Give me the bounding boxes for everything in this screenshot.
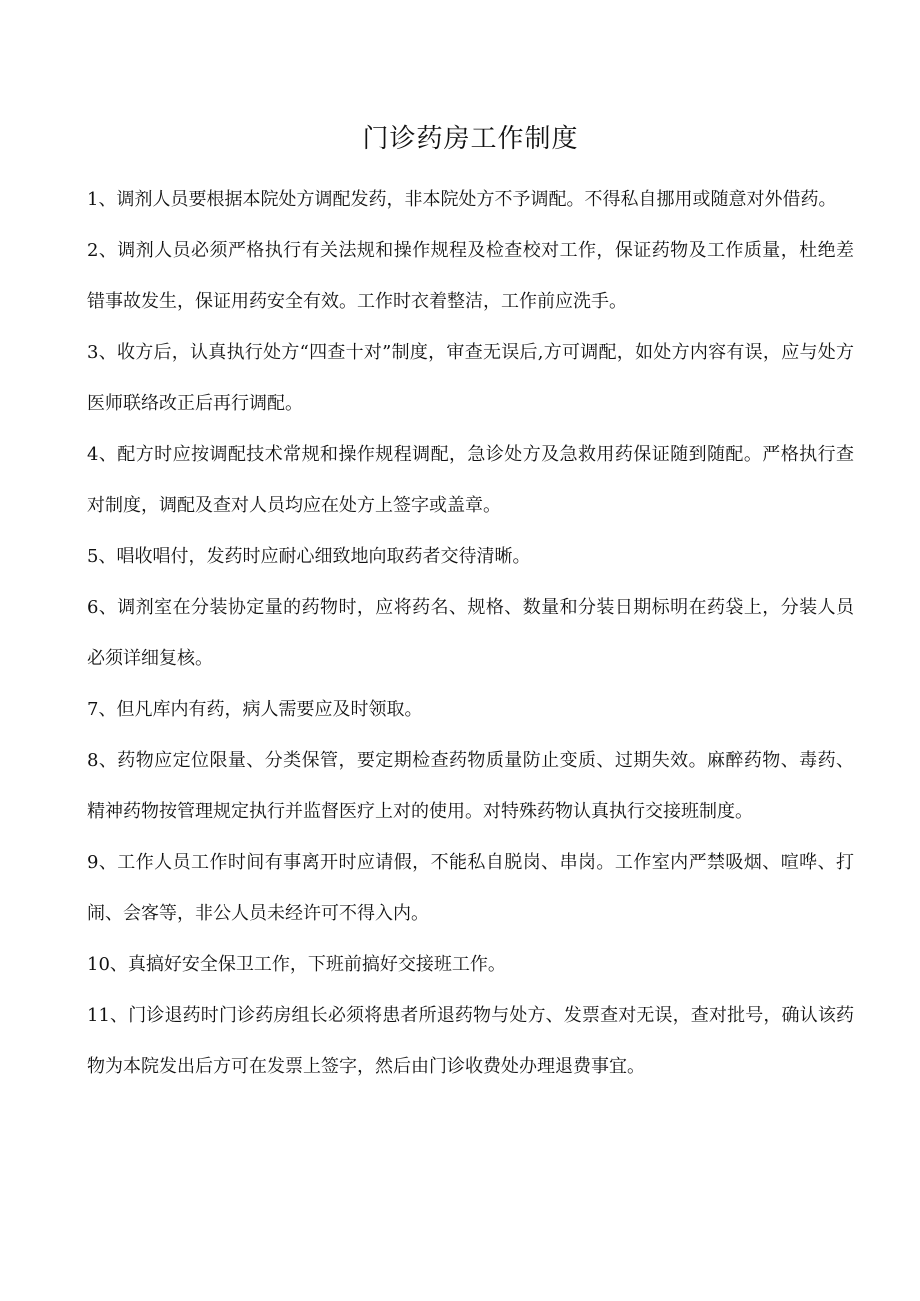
clause-5: 5、唱收唱付，发药时应耐心细致地向取药者交待清晰。	[87, 546, 531, 567]
clause-6: 6、调剂室在分装协定量的药物时，应将药名、规格、数量和分装日期标明在药袋上，分装人员必须详细复核。	[87, 597, 854, 669]
clause-7: 7、但凡库内有药，病人需要应及时领取。	[87, 699, 423, 720]
clause-1: 1、调剂人员要根据本院处方调配发药，非本院处方不予调配。不得私自挪用或随意对外借药。	[87, 189, 837, 210]
clause-8: 8、药物应定位限量、分类保管，要定期检查药物质量防止变质、过期失效。麻醉药物、毒药、精神药物按管理规定执行并监督医疗上对的使用。对特殊药物认真执行交接班制度。	[87, 750, 854, 822]
clause-10: 10、真搞好安全保卫工作，下班前搞好交接班工作。	[87, 954, 506, 975]
clause-11: 11、门诊退药时门诊药房组长必须将患者所退药物与处方、发票查对无误，查对批号，确认该药物为本院发出后方可在发票上签字，然后由门诊收费处办理退费事宜。	[87, 1005, 854, 1077]
clause-9: 9、工作人员工作时间有事离开时应请假，不能私自脱岗、串岗。工作室内严禁吸烟、喧哗、打闹、会客等，非公人员未经许可不得入内。	[87, 852, 854, 924]
clause-3: 3、收方后，认真执行处方“四查十对”制度，审查无误后,方可调配，如处方内容有误，应与处方医师联络改正后再行调配。	[87, 342, 854, 414]
clause-2: 2、调剂人员必须严格执行有关法规和操作规程及检查校对工作，保证药物及工作质量，杜绝差错事故发生，保证用药安全有效。工作时衣着整洁，工作前应洗手。	[87, 240, 854, 312]
clause-4: 4、配方时应按调配技术常规和操作规程调配，急诊处方及急救用药保证随到随配。严格执行查对制度，调配及查对人员均应在处方上签字或盖章。	[87, 444, 854, 516]
document-title: 门诊药房工作制度	[362, 124, 579, 154]
